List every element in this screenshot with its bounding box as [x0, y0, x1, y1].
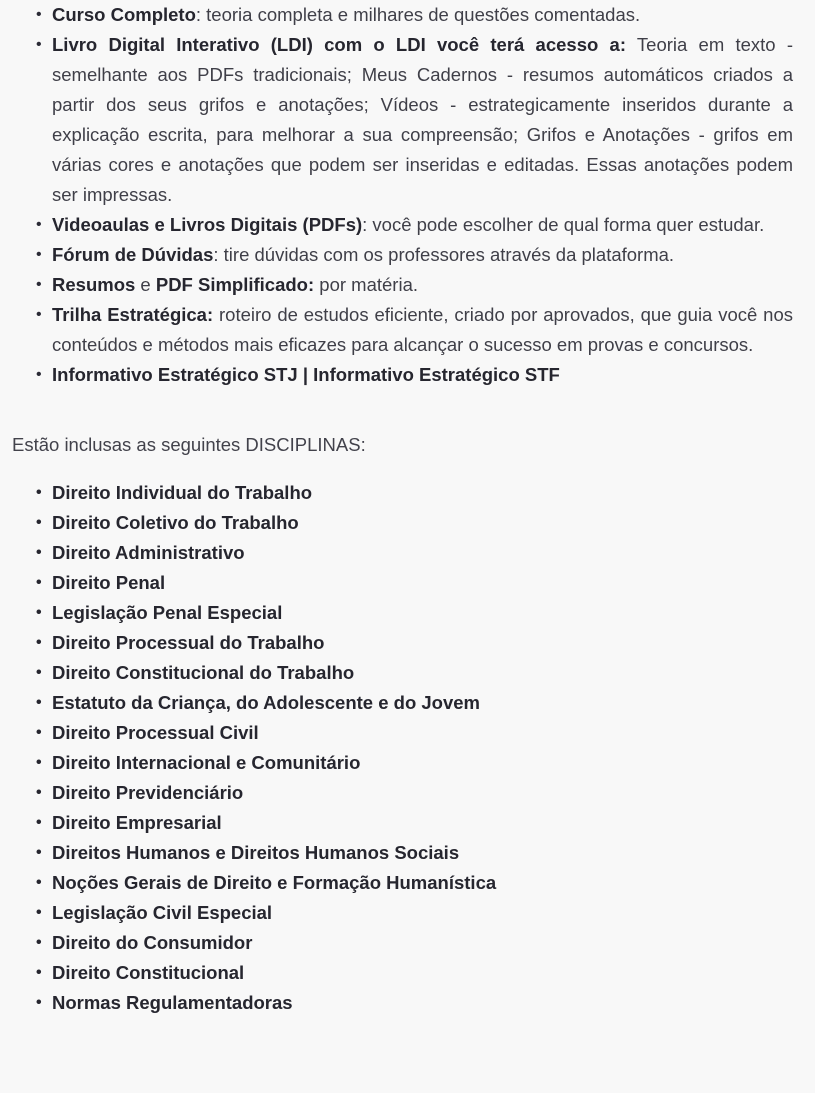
feature-list-item: [0, 360, 793, 390]
discipline-list-item: • Direito Penal: [0, 568, 793, 598]
discipline-list-item: • Direitos Humanos e Direitos Humanos Sociais: [0, 838, 793, 868]
feature-item-conjunction: e: [135, 274, 156, 295]
feature-item-description: Teoria em texto - semelhante aos PDFs tradicionais; Meus Cadernos - resumos automáticos criados a partir dos seus grifos e anotações; Vídeos - estrategicamente inseridos durante a explicação escrita, para melhorar a sua compreensão; Grifos e Anotações - grifos em várias cores e anotações que podem ser inseridas e editadas. Essas anotações podem ser impressas.: [52, 34, 793, 205]
discipline-list-item: • Direito Individual do Trabalho: [0, 478, 793, 508]
discipline-list-item: • Direito Administrativo: [0, 538, 793, 568]
discipline-list-item: • Direito do Consumidor: [0, 928, 793, 958]
disciplines-list: [0, 478, 793, 1018]
feature-item-title: Trilha Estratégica:: [52, 304, 214, 325]
discipline-list-item: • Estatuto da Criança, do Adolescente e do Jovem: [0, 688, 793, 718]
feature-list-item: [0, 30, 793, 210]
course-features-list: [0, 0, 793, 390]
feature-list-item: [0, 0, 793, 30]
discipline-list-item: • Direito Coletivo do Trabalho: [0, 508, 793, 538]
feature-item-title: Resumos: [52, 274, 136, 295]
feature-item-title-secondary: PDF Simplificado:: [155, 274, 315, 295]
discipline-list-item: • Noções Gerais de Direito e Formação Humanística: [0, 868, 793, 898]
discipline-list-item: • Legislação Civil Especial: [0, 898, 793, 928]
discipline-list-item: • Direito Processual Civil: [0, 718, 793, 748]
feature-item-title: Fórum de Dúvidas: [52, 244, 214, 265]
feature-item-description: : teoria completa e milhares de questões comentadas.: [195, 4, 641, 25]
feature-item-title: Informativo Estratégico STJ | Informativo Estratégico STF: [52, 364, 560, 385]
feature-item-description: roteiro de estudos eficiente, criado por aprovados, que guia você nos conteúdos e métodos mais eficazes para alcançar o sucesso em provas e concursos.: [52, 304, 793, 355]
feature-list-item: [0, 300, 793, 360]
discipline-list-item: • Normas Regulamentadoras: [0, 988, 793, 1018]
feature-item-title: Curso Completo: [52, 4, 196, 25]
discipline-list-item: • Direito Constitucional do Trabalho: [0, 658, 793, 688]
disciplines-intro-text: Estão inclusas as seguintes DISCIPLINAS:: [12, 434, 366, 455]
discipline-list-item: • Direito Constitucional: [0, 958, 793, 988]
feature-item-description: : tire dúvidas com os professores através da plataforma.: [213, 244, 675, 265]
feature-list-item: [0, 240, 793, 270]
feature-item-description: : você pode escolher de qual forma quer estudar.: [362, 214, 765, 235]
discipline-list-item: • Direito Processual do Trabalho: [0, 628, 793, 658]
feature-item-title: Videoaulas e Livros Digitais (PDFs): [52, 214, 363, 235]
feature-list-item: [0, 270, 793, 300]
discipline-list-item: • Direito Previdenciário: [0, 778, 793, 808]
discipline-list-item: • Legislação Penal Especial: [0, 598, 793, 628]
feature-item-description: por matéria.: [314, 274, 419, 295]
discipline-list-item: • Direito Empresarial: [0, 808, 793, 838]
feature-list-item: [0, 210, 793, 240]
feature-item-title: Livro Digital Interativo (LDI) com o LDI você terá acesso a:: [52, 34, 626, 55]
discipline-list-item: • Direito Internacional e Comunitário: [0, 748, 793, 778]
